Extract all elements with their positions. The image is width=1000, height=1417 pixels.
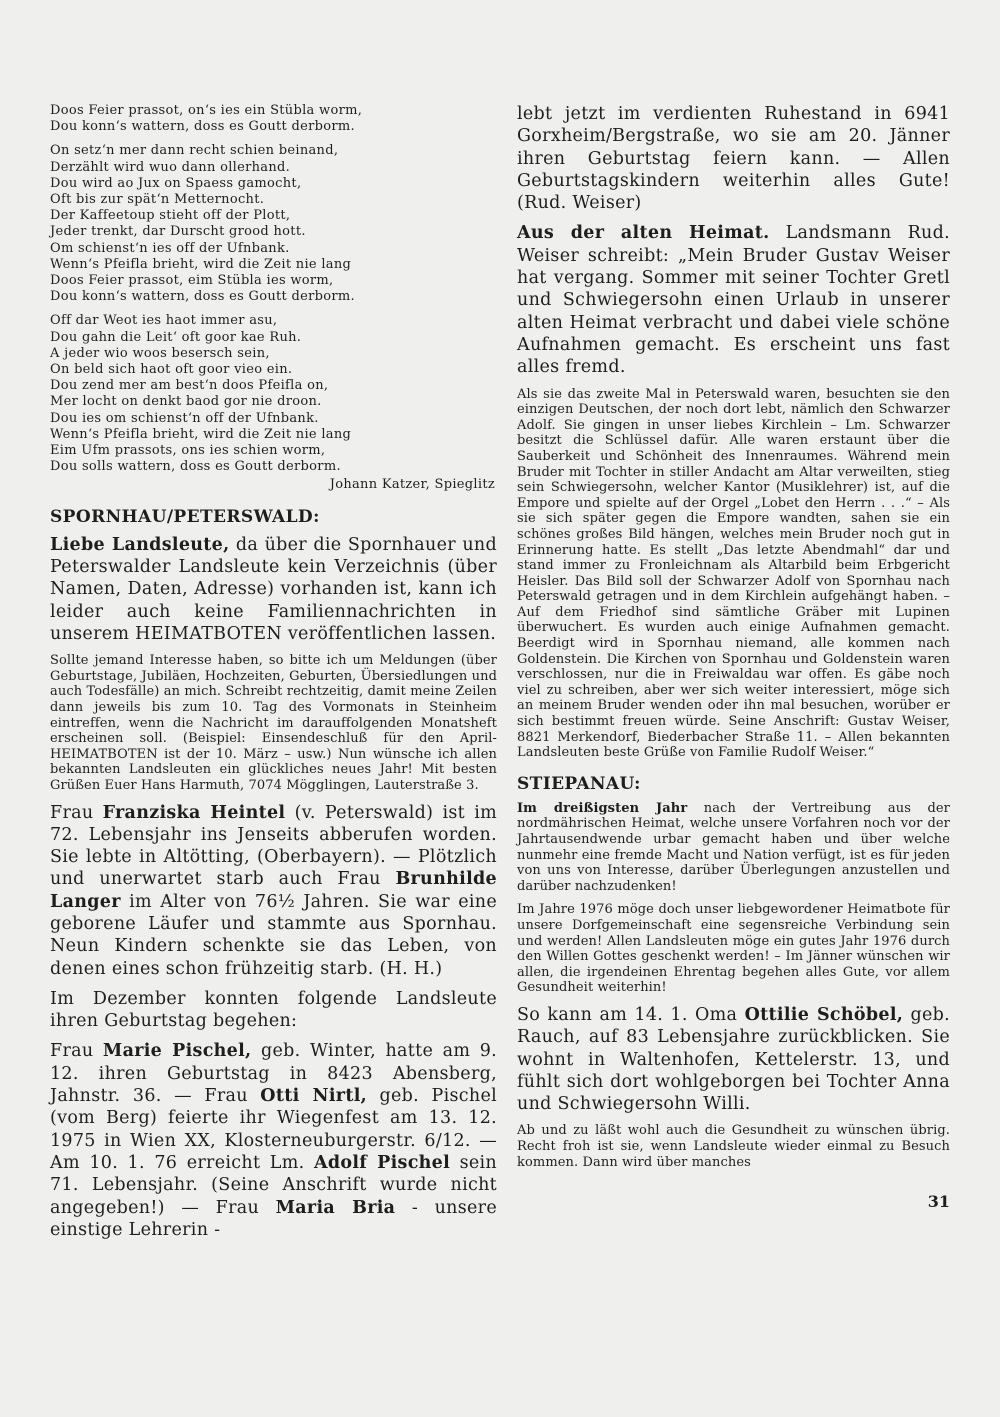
bold-phrase: Im dreißigsten Jahr xyxy=(517,800,688,816)
poem-line: On setz‘n mer dann recht schien beinand, xyxy=(50,143,339,159)
paragraph-liebe-landsleute xyxy=(50,534,497,645)
text-run: Frau xyxy=(50,1041,103,1062)
paragraph-gesundheit xyxy=(517,1123,950,1170)
text-run: Frau xyxy=(50,802,103,823)
poem-line: Dou konn‘s wattern, doss es Goutt derborm. xyxy=(50,119,355,135)
paragraph-ruhestand xyxy=(517,103,950,214)
paragraph-alte-heimat xyxy=(517,222,950,378)
bold-phrase: Otti Nirtl, xyxy=(260,1086,368,1107)
text-run: - unsere einstige Lehrerin - xyxy=(50,1197,497,1240)
poem-line: Oft bis zur spät‘n Metternocht. xyxy=(50,192,265,208)
text-run: im Alter von 76½ Jahren. Sie war eine geborene Läufer und stammte aus Spornhau. Neun Kindern schenkte sie das Leben, von denen eines schon frühzeitig starb. (H. H.) xyxy=(50,891,497,979)
text-run: Ab und zu läßt wohl auch die Gesundheit zu wünschen übrig. Recht froh ist sie, wenn Landsleute wieder einmal zu Besuch kommen. Dann wird über manches xyxy=(517,1123,950,1170)
text-run: Im Dezember konnten folgende Landsleute ihren Geburtstag begehen: xyxy=(50,988,497,1032)
poem-line: A jeder wio woos besersch sein, xyxy=(50,345,270,361)
paragraph-dezember xyxy=(50,988,497,1033)
section-heading-stiepanau: STIEPANAU: xyxy=(517,773,641,794)
text-run: da über die Spornhauer und Peterswalder Landsleute kein Verzeichnis (über Namen, Daten, Adresse) vorhanden ist, kann ich leider auch keine Familiennachrichten in unserem HEIMATBOTEN veröffentlichen lassen. xyxy=(50,534,497,644)
poem-line: Mer locht on denkt baod gor nie droon. xyxy=(50,394,322,410)
poem-stanza xyxy=(50,103,497,135)
poem-line: Doos Feier prassot, on‘s ies ein Stübla worm, xyxy=(50,103,363,118)
text-run: Landsmann Rud. Weiser schreibt: „Mein Bruder Gustav Weiser hat vergang. Sommer mit seiner Tochter Gretl und Schwiegersohn einen Urlaub in unserer alten Heimat verbracht und dabei viele schöne Aufnahmen gemacht. Es erscheint uns fast alles fremd. xyxy=(517,223,950,378)
poem-line: Jeder trenkt, dar Durscht grood hott. xyxy=(50,224,306,240)
paragraph-obituaries xyxy=(50,802,497,980)
poem-line: Dou solls wattern, doss es Goutt derborm. xyxy=(50,459,341,475)
text-run: geb. Rauch, auf 83 Lebensjahre zurückblicken. Sie wohnt in Waltenhofen, Kettelerstr. 13, und fühlt sich dort wohlgeborgen bei Tochter Anna und Schwiegersohn Willi. xyxy=(517,1004,950,1115)
poem-line: Eim Ufm prassots, ons ies schien worm, xyxy=(50,443,326,459)
poem-signature: Johann Katzer, Spieglitz xyxy=(329,477,495,493)
poem-line: Dou konn‘s wattern, doss es Goutt derborm. xyxy=(50,289,355,305)
poem-line: On beld sich haot oft goor vieo ein. xyxy=(50,362,293,378)
text-run: Als sie das zweite Mal in Peterswald waren, besuchten sie den einzigen Deutschen, der noch dort lebt, nämlich den Schwarzer Adolf. Sie gingen in unser liebes Kirchlein – Lm. Schwarzer besitzt die Schlüssel dafür. Alle waren erstaunt über die Sauberkeit und Schönheit des Innenraumes. Während mein Bruder mit Tochter in stiller Andacht am Altar verweilten, stieg sein Schwiegersohn, welcher Kantor (Musiklehrer) ist, auf die Empore und spielte auf der Orgel „Lobet den Herrn . . .“ – Als sie sich später gegen die Empore wandten, sahen sie ein schönes großes Bild hängen, welches mein Bruder noch gut in Erinnerung hatte. Es stellt „Das letzte Abendmahl“ dar und stand immer zu Fronleichnam als Altarbild beim Erbgericht Heisler. Das Bild soll der Schwarzer Adolf von Spornhau nach Peterswald getragen und in dem Kirchlein aufgehängt haben. – Auf dem Friedhof sind sämtliche Gräber mit Lupinen überwuchert. Es wurden auch einige Aufnahmen gemacht. Beerdigt wird in Spornhau niemand, alle kommen nach Goldenstein. Die Kirchen von Spornhau und Goldenstein waren verschlossen, nur die in Freiwaldau war offen. Es gäbe noch viel zu schreiben, aber wer sich weiter interessiert, möge sich an meinem Bruder wenden oder ihn mal besuchen, worüber er sich bestimmt freuen würde. Seine Anschrift: Gustav Weiser, 8821 Merkendorf, Biederbacher Straße 11. – Allen bekannten Landsleuten beste Grüße von Familie Rudolf Weiser.“ xyxy=(517,386,950,761)
poem-stanza xyxy=(50,143,497,305)
text-run: So kann am 14. 1. Oma xyxy=(517,1004,745,1025)
paragraph-jahr-1976 xyxy=(517,902,950,996)
poem-line: Doos Feier prassot, eim Stübla ies worm, xyxy=(50,273,334,289)
bold-phrase: Marie Pischel, xyxy=(102,1041,252,1062)
paragraph-ottilie-schoebel xyxy=(517,1004,950,1115)
paragraph-meldungen xyxy=(50,653,497,793)
paragraph-dreissigstes-jahr xyxy=(517,801,950,895)
right-column xyxy=(517,103,950,1212)
paragraph-besuch-peterswald xyxy=(517,387,950,761)
poem-line: Dou zend mer am best‘n doos Pfeifla on, xyxy=(50,378,329,394)
dialect-poem xyxy=(50,103,497,494)
text-run: geb. Pischel (vom Berg) feierte ihr Wiegenfest am 13. 12. 1975 in Wien XX, Klosterneuburgerstr. 6/12. — Am 10. 1. 76 erreicht Lm. xyxy=(50,1086,498,1173)
bold-phrase: Aus der alten Heimat. xyxy=(517,223,770,244)
bold-phrase: Franziska Heintel xyxy=(102,802,286,823)
section-heading-spornhau-peterswald: SPORNHAU/PETERSWALD: xyxy=(50,506,320,527)
text-run: Sollte jemand Interesse haben, so bitte ich um Meldungen (über Geburtstage, Jubiläen, Hochzeiten, Geburten, Übersiedlungen und auch Todesfälle) an mich. Schreibt rechtzeitig, damit meine Zeilen dann jeweils bis zum 10. Tag des Vormonats in Steinheim eintreffen, wenn die Nachricht im darauffolgenden Monatsheft erscheinen soll. (Beispiel: Einsendeschluß für den April-HEIMATBOTEN ist der 10. März – usw.) Nun wünsche ich allen bekannten Landsleuten ein glückliches neues Jahr! Mit besten Grüßen Euer Hans Harmuth, 7074 Mögglingen, Lauterstraße 3. xyxy=(50,653,497,793)
text-run: nach der Vertreibung aus der nordmährischen Heimat, welche unsere Vorfahren noch vor der Jahrtausendwende urbar gemacht haben und über welche nunmehr eine fremde Macht und Nation verfügt, ist es für jeden von uns von Interesse, darüber Überlegungen anzustellen und darüber nachzudenken! xyxy=(517,800,950,894)
poem-line: Wenn‘s Pfeifla brieht, wird die Zeit nie lang xyxy=(50,256,352,272)
poem-line: Off dar Weot ies haot immer asu, xyxy=(50,313,278,329)
poem-line: Om schienst‘n ies off der Ufnbank. xyxy=(50,240,290,256)
text-run: geb. Winter, hatte am 9. 12. ihren Geburtstag in 8423 Abensberg, Jahnstr. 36. — Frau xyxy=(50,1041,497,1107)
poem-line: Wenn‘s Pfeifla brieht, wird die Zeit nie lang xyxy=(50,426,352,442)
bold-phrase: Adolf Pischel xyxy=(313,1152,451,1173)
poem-line: Dou ies om schienst‘n off der Ufnbank. xyxy=(50,410,319,426)
poem-line: Der Kaffeetoup stieht off der Plott, xyxy=(50,208,291,224)
poem-stanza xyxy=(50,313,497,475)
text-run: (v. Peterswald) ist im 72. Lebensjahr ins Jenseits abberufen worden. Sie lebte in Altötting, (Oberbayern). — Plötzlich und unerwartet starb auch Frau xyxy=(50,802,498,890)
bold-phrase: Ottilie Schöbel, xyxy=(744,1004,904,1025)
text-run: Im Jahre 1976 möge doch unser liebgewordener Heimatbote für unsere Dorfgemeinschaft eine segensreiche Verbindung sein und werden! Allen Landsleuten möge ein gutes Jahr 1976 durch den Willen Gottes geschenkt werden! – Im Jänner wünschen wir allen, die irgendeinen Ehrentag begehen alles Gute, vor allem Gesundheit weiterhin! xyxy=(517,902,950,996)
bold-phrase: Liebe Landsleute, xyxy=(50,534,230,555)
left-column xyxy=(50,103,497,1249)
page-number: 31 xyxy=(927,1192,950,1212)
bold-phrase: Maria Bria xyxy=(275,1197,396,1218)
bold-phrase: Brunhilde Langer xyxy=(50,869,497,912)
paragraph-birthdays xyxy=(50,1040,497,1241)
poem-line: Dou gahn die Leit‘ oft goor kae Ruh. xyxy=(50,329,302,345)
poem-line: Dou wird ao Jux on Spaess gamocht, xyxy=(50,175,302,191)
text-run: lebt jetzt im verdienten Ruhestand in 6941 Gorxheim/Bergstraße, wo sie am 20. Jänner ihren Geburtstag feiern kann. — Allen Geburtstagskindern weiterhin alles Gute! (Rud. Weiser) xyxy=(517,104,950,214)
text-run: sein 71. Lebensjahr. (Seine Anschrift wurde nicht angegeben!) — Frau xyxy=(50,1152,497,1218)
poem-line: Derzählt wird wuo dann ollerhand. xyxy=(50,159,291,175)
